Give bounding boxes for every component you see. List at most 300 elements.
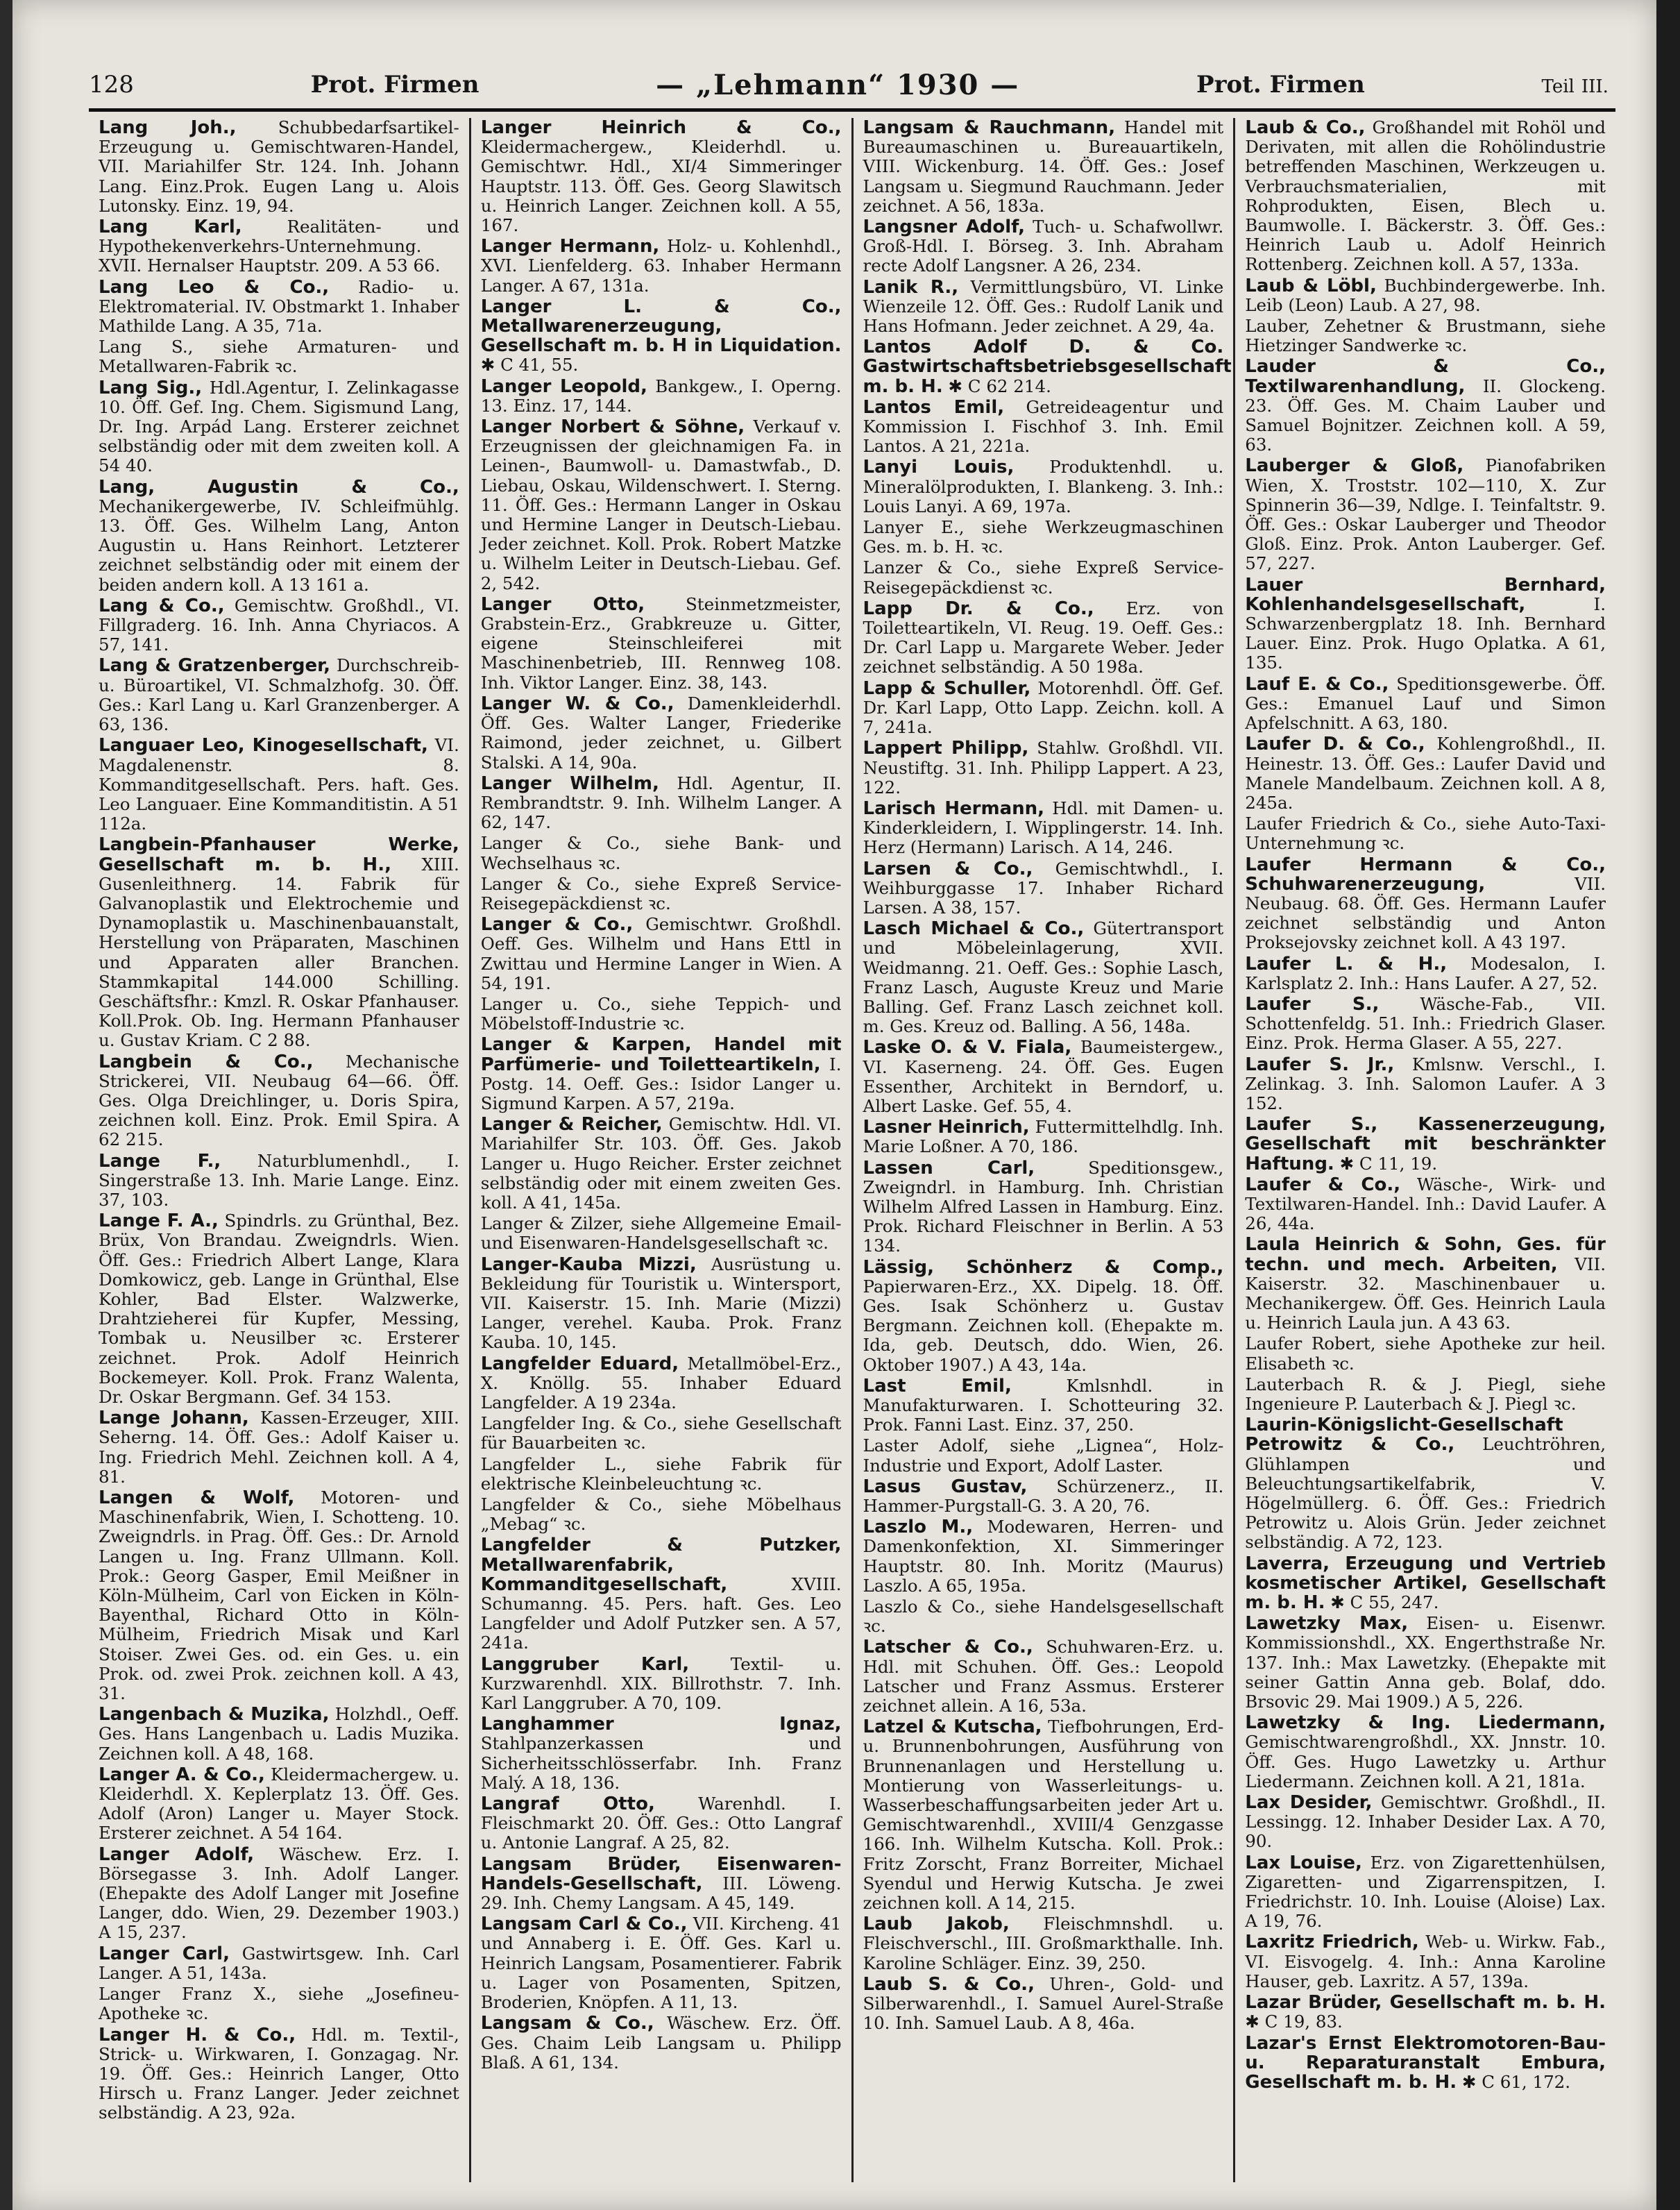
entry-text: Handel mit Bureaumaschinen u. Bureauartikeln, VIII. Wickenburg. 14. Öff. Ges.: Josef Langsam u. Siegmund Rauchmann. Jeder zeichnet. A 56, 183a. xyxy=(863,118,1224,216)
entry-text: Hdl. Agentur, II. Rembrandtstr. 9. Inh. Wilhelm Langer. A 62, 147. xyxy=(480,773,842,833)
entry-text: Lauterbach R. & J. Piegl, siehe Ingenieure P. Lauterbach & J. Piegl ꝛc. xyxy=(1245,1374,1606,1414)
directory-entry xyxy=(481,1714,842,1793)
directory-entry xyxy=(1245,1993,1606,2032)
firm-name: Langhammer Ignaz, xyxy=(480,1714,842,1735)
directory-entry xyxy=(99,1052,459,1150)
directory-entry xyxy=(863,217,1224,276)
header-right-title: Prot. Firmen xyxy=(1196,71,1365,99)
entry-text: Wäsche-, Wirk- und Textilwaren-Handel. Inh.: David Laufer. A 26, 44a. xyxy=(1245,1174,1606,1234)
part-label: Teil xyxy=(1541,76,1575,97)
firm-name: Langer-Kauba Mizzi, xyxy=(480,1254,697,1275)
directory-entry xyxy=(863,859,1224,918)
firm-name: Laufer & Co., xyxy=(1245,1174,1401,1195)
directory-entry xyxy=(863,1258,1224,1375)
firm-name: Lang Leo & Co., xyxy=(99,276,330,298)
entry-text: Langer & Zilzer, siehe Allgemeine Email- und Eisenwaren-Handelsgesellschaft ꝛc. xyxy=(480,1213,842,1254)
firm-name: Langsam & Rauchmann, xyxy=(863,118,1116,138)
header-part xyxy=(1542,71,1615,99)
firm-name: Langer Hermann, xyxy=(480,236,660,258)
entry-text: Lanyer E., siehe Werkzeugmaschinen Ges. m. b. H. ꝛc. xyxy=(863,517,1224,557)
entry-text: Schuhwaren-Erz. u. Hdl. mit Schuhen. Öff. Ges.: Leopold Latscher und Franz Assmus. Ersterer zeichnet allein. A 16, 53a. xyxy=(863,1637,1224,1716)
firm-name: Lauf E. & Co., xyxy=(1245,673,1389,695)
entry-text: Wäschew. Erz. Öff. Ges. Chaim Leib Langsam u. Philipp Blaß. A 61, 134. xyxy=(480,2013,842,2073)
entry-text: Mechanikergewerbe, IV. Schleifmühlg. 13. Öff. Ges. Wilhelm Lang, Anton Augustin u. Hans Reinhort. Letzterer zeichnet selbständig oder mit einem der beiden andern koll. A 13 161 a. xyxy=(99,496,459,595)
firm-name: Lapp Dr. & Co., xyxy=(863,598,1094,619)
firm-name: Languaer Leo, Kinogesellschaft, xyxy=(99,735,428,757)
directory-entry xyxy=(99,1488,459,1703)
firm-name: Laub Jakob, xyxy=(863,1914,1010,1935)
entry-text: Vermittlungsbüro, VI. Linke Wienzeile 12. Öff. Ges.: Rudolf Lanik und Hans Hofmann. Jeder zeichnet. A 29, 4a. xyxy=(863,276,1224,337)
directory-entry xyxy=(99,656,459,734)
firm-name: Lang Karl, xyxy=(99,217,242,238)
directory-entry xyxy=(1245,357,1606,455)
entry-text: Baumeistergew., VI. Kaserneng. 24. Öff. Ges. Eugen Essenther, Architekt in Berndorf, u. Albert Laske. Gef. 55, 4. xyxy=(863,1037,1224,1116)
directory-entry xyxy=(481,1214,842,1253)
firm-name: Lanyi Louis, xyxy=(863,457,1015,478)
directory-entry xyxy=(481,915,842,993)
directory-entry xyxy=(481,2014,842,2073)
firm-name: Lawetzky & Ing. Liedermann, xyxy=(1245,1712,1606,1734)
firm-name: Lässig, Schönherz & Comp., xyxy=(863,1256,1224,1278)
entry-text: ✱ C 55, 247. xyxy=(1325,1592,1439,1613)
firm-name: Latzel & Kutscha, xyxy=(863,1716,1042,1738)
directory-entry xyxy=(99,1984,459,2023)
column-4 xyxy=(1235,118,1615,2182)
entry-text: Lauber, Zehetner & Brustmann, siehe Hietzinger Sandwerke ꝛc. xyxy=(1245,316,1606,356)
directory-entry xyxy=(99,1152,459,1211)
directory-entry xyxy=(863,398,1224,457)
directory-entry xyxy=(99,1944,459,1983)
directory-entry xyxy=(99,1211,459,1407)
entry-text: Langer Franz X., siehe „Josefineu-Apotheke ꝛc. xyxy=(99,1984,459,2024)
entry-text: ✱ C 19, 83. xyxy=(1245,2011,1343,2032)
directory-entry xyxy=(863,118,1224,216)
directory-entry xyxy=(863,1597,1224,1636)
directory-entry xyxy=(1245,317,1606,355)
column-1 xyxy=(89,118,471,2182)
directory-entry xyxy=(863,558,1224,597)
entry-text: Schubbedarfsartikel-Erzeugung u. Gemischtwaren-Handel, VII. Mariahilfer Str. 124. Inh. Johann Lang. Einz.Prok. Eugen Lang u. Alois Lutonsky. Einz. 19, 94. xyxy=(99,118,459,216)
entry-text: Großhandel mit Rohöl und Derivaten, mit allen die Rohölindustrie betreffenden Maschinen, Werkzeugen u. Verbrauchsmaterialien, mit Rohprodukten, Eisen, Blech u. Baumwolle. I. Bäckerstr. 3. Öff. Ges.: Heinrich Laub u. Adolf Heinrich Rottenberg. Zeichnen koll. A 57, 133a. xyxy=(1245,118,1606,275)
entry-text: Laufer Robert, siehe Apotheke zur heil. Elisabeth ꝛc. xyxy=(1245,1333,1606,1374)
firm-name: Laverra, Erzeugung und Vertrieb kosmetischer Artikel, Gesellschaft m. b. H. xyxy=(1245,1553,1606,1614)
entry-text: Pianofabriken Wien, X. Troststr. 102—110, X. Zur Spinnerin 36—39, Ndlge. I. Teinfaltstr. 9. Öff. Ges.: Oskar Lauberger und Theodor Gloß. Einz. Prok. Anton Lauberger. Gef. 57, 227. xyxy=(1245,455,1606,574)
entry-text: Langfelder Ing. & Co., siehe Gesellschaft für Bauarbeiten ꝛc. xyxy=(480,1413,842,1453)
directory-entry xyxy=(1245,1115,1606,1174)
firm-name: Laufer D. & Co., xyxy=(1245,734,1425,755)
directory-entry xyxy=(99,596,459,655)
entry-text: Durchschreib- u. Büroartikel, VI. Schmalzhofg. 30. Öff. Ges.: Karl Lang u. Karl Granzenberger. A 63, 136. xyxy=(99,655,459,735)
entry-text: Eisen- u. Eisenwr. Kommissionshdl., XX. Engerthstraße Nr. 137. Inh.: Max Lawetzky. (Ehepakte mit seiner Gattin Anna geb. Bolaf, ddo. Brsovic 29. Mai 1909.) A 5, 226. xyxy=(1245,1613,1606,1712)
firm-name: Langraf Otto, xyxy=(480,1794,655,1815)
entry-text: Lanzer & Co., siehe Expreß Service-Reisegepäckdienst ꝛc. xyxy=(863,557,1224,598)
firm-name: Laufer S., xyxy=(1245,993,1380,1015)
entry-text: Damenkleiderhdl. Öff. Ges. Walter Langer, Friederike Raimond, jeder zeichnet, u. Gilbert Stalski. A 14, 90a. xyxy=(480,693,842,773)
directory-entry xyxy=(99,835,459,1050)
directory-entry xyxy=(481,1914,842,2012)
firm-name: Langer L. & Co., Metallwarenerzeugung, Gesellschaft m. b. H in Liquidation. xyxy=(480,296,842,357)
directory-entry xyxy=(1245,1793,1606,1852)
directory-entry xyxy=(1245,675,1606,734)
firm-name: Langer Heinrich & Co., xyxy=(480,118,842,138)
directory-entry xyxy=(99,217,459,276)
firm-name: Laub S. & Co., xyxy=(863,1973,1035,1995)
part-number: III. xyxy=(1581,76,1609,97)
page-number: 128 xyxy=(89,71,134,99)
firm-name: Langer Otto, xyxy=(480,593,645,615)
firm-name: Lauer Bernhard, Kohlenhandelsgesellschaft, xyxy=(1245,574,1606,615)
entry-text: Modewaren, Herren- und Damenkonfektion, XI. Simmeringer Hauptstr. 80. Inh. Moritz (Maurus) Laszlo. A 65, 195a. xyxy=(863,1517,1224,1596)
directory-entry xyxy=(481,377,842,416)
directory-entry xyxy=(99,1845,459,1943)
directory-entry xyxy=(99,736,459,834)
page-header xyxy=(89,64,1615,106)
directory-entry xyxy=(481,875,842,913)
directory-entry xyxy=(1245,1415,1606,1552)
directory-entry xyxy=(481,1255,842,1353)
entry-text: Langer u. Co., siehe Teppich- und Möbelstoff-Industrie ꝛc. xyxy=(480,993,842,1034)
directory-entry xyxy=(1245,2034,1606,2093)
entry-text: Wäsche-Fab., VII. Schottenfeldg. 51. Inh.: Friedrich Glaser. Einz. Prok. Herma Glaser. A 55, 227. xyxy=(1245,993,1606,1054)
directory-entry xyxy=(481,595,842,693)
entry-text: Futtermittelhdlg. Inh. Marie Loßner. A 70, 186. xyxy=(863,1117,1224,1157)
entry-text: ✱ C 11, 19. xyxy=(1334,1153,1438,1174)
directory-entry xyxy=(1245,1853,1606,1932)
directory-entry xyxy=(1245,1713,1606,1791)
directory-entry xyxy=(481,1414,842,1453)
directory-entry xyxy=(1245,995,1606,1054)
directory-entry xyxy=(1245,118,1606,275)
firm-name: Langer Carl, xyxy=(99,1943,230,1964)
entry-text: Langer & Co., siehe Bank- und Wechselhaus ꝛc. xyxy=(480,833,842,873)
firm-name: Langer & Co., xyxy=(480,914,634,936)
entry-text: I. Postg. 14. Oeff. Ges.: Isidor Langer u. Sigmund Karpen. A 57, 219a. xyxy=(480,1054,842,1113)
entry-text: Getreideagentur und Kommission I. Fischhof 3. Inh. Emil Lantos. A 21, 221a. xyxy=(863,396,1224,457)
firm-name: Laub & Co., xyxy=(1245,118,1366,138)
entry-text: Holz- u. Kohlenhdl., XVI. Lienfelderg. 63. Inhaber Hermann Langer. A 67, 131a. xyxy=(480,236,842,296)
firm-name: Laurin-Königslicht-Gesellschaft Petrowitz & Co., xyxy=(1245,1415,1563,1456)
directory-entry xyxy=(99,378,459,476)
entry-text: Lang S., siehe Armaturen- und Metallwaren-Fabrik ꝛc. xyxy=(99,337,459,377)
entry-text: XIII. Gusenleithnerg. 14. Fabrik für Galvanoplastik und Elektrochemie und Dynamoplastik u. Maschinenbauanstalt, Herstellung von Präparaten, Maschinen und Apparaten aller Branchen. Stammkapital 144.000 Schilling. Geschäftsfhr.: Kmzl. R. Oskar Pfanhauser. Koll.Prok. Ob. Ing. Hermann Pfanhauser u. Gustav Kriam. C 2 88. xyxy=(99,854,459,1051)
firm-name: Larisch Hermann, xyxy=(863,798,1045,819)
directory-entry xyxy=(99,118,459,216)
firm-name: Laszlo M., xyxy=(863,1517,974,1538)
firm-name: Langbein-Pfanhauser Werke, Gesellschaft m. b. H., xyxy=(99,834,459,875)
firm-name: Langer Wilhelm, xyxy=(480,773,659,794)
firm-name: Lange F., xyxy=(99,1150,221,1172)
firm-name: Lanik R., xyxy=(863,276,959,298)
directory-entry xyxy=(863,1376,1224,1435)
directory-entry xyxy=(863,599,1224,677)
directory-entry xyxy=(481,1115,842,1213)
directory-page xyxy=(12,0,1657,2210)
firm-name: Laxritz Friedrich, xyxy=(1245,1932,1419,1953)
entry-text: VII. Kircheng. 41 und Annaberg i. E. Öff. Ges. Karl u. Heinrich Langsam, Posamentierer. Fabrik u. Lager von Posamenten, Spitzen, Broderien, Knöpfen. A 11, 13. xyxy=(480,1914,842,2013)
firm-name: Laufer Hermann & Co., Schuhwarenerzeugung, xyxy=(1245,854,1606,895)
firm-name: Langgruber Karl, xyxy=(480,1653,690,1675)
entry-text: Erz. von Toiletteartikeln, VI. Reug. 19. Oeff. Ges.: Dr. Carl Lapp u. Margarete Weber. Jeder zeichnet selbständig. A 50 198a. xyxy=(863,598,1224,677)
entry-text: VI. Magdalenenstr. 8. Kommanditgesellschaft. Pers. haft. Ges. Leo Languaer. Eine Kommanditistin. A 51 112a. xyxy=(99,735,459,834)
entry-text: Speditionsgew., Zweigndrl. in Hamburg. Inh. Christian Wilhelm Alfred Lassen in Hamburg. Einz. Prok. Richard Fleischner in Berlin. A 53 134. xyxy=(863,1157,1224,1256)
entry-text: Speditionsgewerbe. Öff. Ges.: Emanuel Lauf und Simon Apfelschnitt. A 63, 180. xyxy=(1245,673,1606,734)
entry-text: ✱ C 62 214. xyxy=(942,376,1051,396)
entry-text: Kohlengroßhdl., II. Heinestr. 13. Öff. Ges.: Laufer David und Manele Mandelbaum. Zeichnen koll. A 8, 245a. xyxy=(1245,734,1606,813)
firm-name: Langenbach & Muzika, xyxy=(99,1704,330,1726)
entry-text: Realitäten- und Hypothekenverkehrs-Unternehmung. XVII. Hernalser Hauptstr. 209. A 53 66. xyxy=(99,217,459,276)
firm-name: Lazar's Ernst Elektromotoren-Bau- u. Reparaturanstalt Embura, Gesellschaft m. b. H. xyxy=(1245,2032,1606,2093)
firm-name: Lawetzky Max, xyxy=(1245,1613,1409,1635)
firm-name: Lang & Gratzenberger, xyxy=(99,655,331,677)
entry-text: Warenhdl. I. Fleischmarkt 20. Öff. Ges.: Otto Langraf u. Antonie Langraf. A 25, 82. xyxy=(480,1794,842,1853)
header-left-title: Prot. Firmen xyxy=(310,71,480,99)
directory-entry xyxy=(863,518,1224,557)
entry-text: Uhren-, Gold- und Silberwarenhdl., I. Samuel Aurel-Straße 10. Inh. Samuel Laub. A 8, 46a. xyxy=(863,1973,1224,2034)
firm-name: Lasus Gustav, xyxy=(863,1476,1028,1497)
entry-text: Laster Adolf, siehe „Lignea“, Holz-Industrie und Export, Adolf Laster. xyxy=(863,1435,1224,1476)
firm-name: Langsner Adolf, xyxy=(863,217,1025,238)
firm-name: Laufer L. & H., xyxy=(1245,953,1448,975)
directory-entry xyxy=(481,774,842,833)
directory-entry xyxy=(863,1975,1224,2034)
entry-text: Stahlpanzerkassen und Sicherheitsschlösserfabr. Inh. Franz Malý. A 18, 136. xyxy=(480,1733,842,1793)
firm-name: Last Emil, xyxy=(863,1375,1012,1397)
entry-text: ✱ C 61, 172. xyxy=(1457,2071,1571,2092)
directory-entry xyxy=(481,1035,842,1113)
directory-entry xyxy=(863,278,1224,337)
entry-text: Gemischtwr. Großhdl. Oeff. Ges. Wilhelm und Hans Ettl in Zwittau und Hermine Langer in Wien. A 54, 191. xyxy=(480,914,842,993)
directory-entry xyxy=(863,1158,1224,1256)
directory-entry xyxy=(1245,1055,1606,1114)
directory-entry xyxy=(863,739,1224,798)
entry-text: Langfelder L., siehe Fabrik für elektrische Kleinbeleuchtung ꝛc. xyxy=(480,1453,842,1494)
directory-entry xyxy=(1245,1334,1606,1373)
firm-name: Laske O. & V. Fiala, xyxy=(863,1037,1072,1058)
entry-text: Schürzenerz., II. Hammer-Purgstall-G. 3. A 20, 76. xyxy=(863,1476,1224,1517)
firm-name: Langer A. & Co., xyxy=(99,1764,265,1785)
directory-entry xyxy=(1245,276,1606,315)
firm-name: Lang Sig., xyxy=(99,377,203,398)
directory-entry xyxy=(481,1455,842,1494)
firm-name: Lappert Philipp, xyxy=(863,738,1029,759)
entry-text: VII. Neubaug. 68. Öff. Ges. Hermann Laufer zeichnet selbständig und Anton Proksejovsky zeichnet koll. A 43 197. xyxy=(1245,873,1606,953)
firm-name: Lang Joh., xyxy=(99,118,237,138)
directory-entry xyxy=(99,337,459,376)
directory-entry xyxy=(481,118,842,235)
directory-entry xyxy=(1245,456,1606,573)
entry-text: Leuchtröhren, Glühlampen und Beleuchtungsartikelfabrik, V. Högelmüllerg. 6. Öff. Ges.: Friedrich Petrowitz u. Alois Grün. Jeder zeichnet selbständig. A 72, 123. xyxy=(1245,1434,1606,1553)
directory-entry xyxy=(1245,954,1606,993)
entry-text: Langer & Co., siehe Expreß Service-Reisegepäckdienst ꝛc. xyxy=(480,873,842,913)
entry-text: VII. Kaiserstr. 32. Maschinenbauer u. Mechanikergew. Öff. Ges. Heinrich Laula u. Heinrich Laula jun. A 43 63. xyxy=(1245,1254,1606,1333)
directory-entry xyxy=(481,1655,842,1714)
entry-text: Motorenhdl. Öff. Gef. Dr. Karl Lapp, Otto Lapp. Zeichn. koll. A 7, 241a. xyxy=(863,677,1224,738)
firm-name: Lasch Michael & Co., xyxy=(863,918,1085,940)
directory-entry xyxy=(99,478,459,595)
directory-entry xyxy=(481,995,842,1034)
firm-name: Lauberger & Gloß, xyxy=(1245,455,1464,477)
directory-entry xyxy=(99,278,459,337)
entry-text: Metallmöbel-Erz., X. Knöllg. 55. Inhaber Eduard Langfelder. A 19 234a. xyxy=(480,1353,842,1412)
entry-text: Kleidermachergew. u. Kleiderhdl. X. Keplerplatz 13. Öff. Ges. Adolf (Aron) Langer u. Mayer Stock. Ersterer zeichnet. A 54 164. xyxy=(99,1764,459,1844)
directory-entry xyxy=(481,417,842,593)
entry-text: Naturblumenhdl., I. Singerstraße 13. Inh. Marie Lange. Einz. 37, 103. xyxy=(99,1150,459,1210)
entry-text: Motoren- und Maschinenfabrik, Wien, I. Schotteng. 10. Zweigndrls. in Prag. Öff. Ges.: Dr. Arnold Langen u. Ing. Franz Ullmann. Koll. Prok.: Georg Gasper, Emil Meißner in Köln-Mülheim, Carl von Eicken in Köln-Bayenthal, Richard Otto in Köln-Mülheim, Friedrich Misak und Karl Stoiser. Zwei Ges. od. ein Ges. u. ein Prok. od. zwei Prok. zeichnen koll. A 43, 31. xyxy=(99,1487,459,1704)
directory-entry xyxy=(863,1914,1224,1973)
directory-entry xyxy=(481,1794,842,1853)
firm-name: Laufer S. Jr., xyxy=(1245,1054,1395,1075)
firm-name: Lazar Brüder, Gesellschaft m. b. H. xyxy=(1245,1992,1606,2014)
firm-name: Langfelder & Putzker, Metallwarenfabrik, Kommanditgesellschaft, xyxy=(480,1535,842,1595)
entry-text: Gemischtw. Hdl. VI. Mariahilfer Str. 103. Öff. Ges. Jakob Langer u. Hugo Reicher. Erster zeichnet selbständig oder mit einem zweiten Ges. koll. A 41, 145a. xyxy=(480,1114,842,1213)
directory-entry xyxy=(1245,1614,1606,1712)
directory-entry xyxy=(481,834,842,872)
entry-text: Web- u. Wirkw. Fab., VI. Eisvogelg. 4. Inh.: Anna Karoline Hauser, geb. Laxritz. A 57, 139a. xyxy=(1245,1932,1606,1991)
firm-name: Laula Heinrich & Sohn, Ges. für techn. und mech. Arbeiten, xyxy=(1245,1234,1606,1275)
directory-entry xyxy=(1245,1554,1606,1613)
directory-entry xyxy=(1245,575,1606,673)
entry-text: Bankgew., I. Operng. 13. Einz. 17, 144. xyxy=(480,376,842,416)
firm-name: Langer & Karpen, Handel mit Parfümerie- und Toiletteartikeln, xyxy=(480,1034,842,1075)
directory-entry xyxy=(863,1717,1224,1913)
entry-text: Gemischtw. Großhdl., VI. Fillgraderg. 16. Inh. Anna Chyriacos. A 57, 141. xyxy=(99,595,459,655)
entry-text: Kmlsnw. Verschl., I. Zelinkag. 3. Inh. Salomon Laufer. A 3 152. xyxy=(1245,1054,1606,1113)
directory-entry xyxy=(863,1436,1224,1475)
column-3 xyxy=(854,118,1236,2182)
firm-name: Lauder & Co., Textilwarenhandlung, xyxy=(1245,356,1606,397)
entry-text: Kassen-Erzeuger, XIII. Seherng. 14. Öff. Ges.: Adolf Kaiser u. Ing. Friedrich Mehl. Zeichnen koll. A 4, 81. xyxy=(99,1408,459,1487)
entry-text: Mechanische Strickerei, VII. Neubaug 64—66. Öff. Ges. Olga Dreichlinger, u. Doris Spira, zeichnen koll. Einz. Prok. Emil Spira. A 62 215. xyxy=(99,1051,459,1150)
directory-entry xyxy=(863,1117,1224,1156)
entry-text: II. Glockeng. 23. Öff. Ges. M. Chaim Lauber und Samuel Bojnitzer. Zeichnen koll. A 59, 63. xyxy=(1245,376,1606,455)
directory-entry xyxy=(1245,855,1606,953)
firm-name: Langer Leopold, xyxy=(480,376,647,397)
entry-text: Hdl.Agentur, I. Zelinkagasse 10. Öff. Gef. Ing. Chem. Sigismund Lang, Dr. Ing. Arpád Lang. Ersterer zeichnet selbständig oder mit dem zweiten koll. A 54 40. xyxy=(99,377,459,476)
directory-entry xyxy=(863,457,1224,516)
directory-entry xyxy=(1245,1175,1606,1234)
firm-name: Laufer S., Kassenerzeugung, Gesellschaft mit beschränkter Haftung. xyxy=(1245,1114,1606,1174)
directory-entry xyxy=(863,1477,1224,1516)
directory-entry xyxy=(481,1495,842,1534)
entry-text: Erz. von Zigarettenhülsen, Zigaretten- und Zigarrenspitzen, I. Friedrichstr. 10. Inh. Louise (Aloise) Lax. A 19, 76. xyxy=(1245,1852,1606,1932)
entry-text: Gemischtwhdl., I. Weihburggasse 17. Inhaber Richard Larsen. A 38, 157. xyxy=(863,858,1224,918)
entry-text: Wäschew. Erz. I. Börsegasse 3. Inh. Adolf Langer. (Ehepakte des Adolf Langer mit Josefine Langer, ddo. Wien, 29. Dezember 1903.) A 15, 237. xyxy=(99,1844,459,1943)
entry-text: Papierwaren-Erz., XX. Dipelg. 18. Öff. Ges. Isak Schönherz u. Gustav Bergmann. Zeichnen koll. (Ehepakte m. Ida, geb. Deutsch, ddo. Wien, 26. Oktober 1907.) A 43, 14a. xyxy=(863,1276,1224,1375)
entry-text: Radio- u. Elektromaterial. IV. Obstmarkt 1. Inhaber Mathilde Lang. A 35, 71a. xyxy=(99,276,459,337)
entry-text: Verkauf v. Erzeugnissen der gleichnamigen Fa. in Leinen-, Baumwoll- u. Damastwfab., D. Liebau, Oskau, Wildenschwert. I. Sterng. 11. Öff. Ges.: Hermann Langer in Oskau und Hermine Langer in Deutsch-Liebau. Jeder zeichnet. Koll. Prok. Robert Matzke u. Wilhelm Leiter in Deutsch-Liebau. Gef. 2, 542. xyxy=(480,416,842,593)
directory-entry xyxy=(863,1637,1224,1716)
entry-text: Laszlo & Co., siehe Handelsgesellschaft ꝛc. xyxy=(863,1596,1224,1637)
entry-text: Gastwirtsgew. Inh. Carl Langer. A 51, 143a. xyxy=(99,1943,459,1983)
directory-entry xyxy=(1245,1375,1606,1414)
directory-entry xyxy=(481,297,842,376)
firm-name: Langen & Wolf, xyxy=(99,1487,295,1509)
directory-entry xyxy=(863,679,1224,738)
entry-text: XVIII. Schumanng. 45. Pers. haft. Ges. Leo Langfelder und Adolf Putzker sen. A 57, 241a. xyxy=(480,1574,842,1653)
directory-entry xyxy=(481,237,842,296)
directory-entry xyxy=(1245,1932,1606,1991)
firm-name: Lapp & Schuller, xyxy=(863,677,1031,699)
directory-entry xyxy=(863,1038,1224,1116)
entry-text: Kleidermachergew., Kleiderhdl. u. Gemischtwr. Hdl., XI/4 Simmeringer Hauptstr. 113. Öff. Ges. Georg Slawitsch u. Heinrich Langer. Zeichnen koll. A 55, 167. xyxy=(480,137,842,236)
firm-name: Lax Desider, xyxy=(1245,1792,1373,1814)
entry-text: Gütertransport und Möbeleinlagerung, XVII. Weidmanng. 21. Oeff. Ges.: Sophie Lasch, Franz Lasch, Auguste Kreuz und Marie Balling. Gef. Franz Lasch zeichnet koll. m. Ges. Kreuz od. Balling. A 56, 148a. xyxy=(863,918,1224,1037)
firm-name: Lang & Co., xyxy=(99,595,225,616)
header-center-title: — „Lehmann“ 1930 — xyxy=(656,68,1020,101)
directory-entry xyxy=(481,694,842,773)
firm-name: Lange Johann, xyxy=(99,1408,249,1429)
entry-text: Spindrls. zu Grünthal, Bez. Brüx, Von Brandau. Zweigndrls. Wien. Öff. Ges.: Friedrich Albert Lange, Klara Domkowicz, geb. Lange in Grünthal, Else Kohler, Bad Elster. Walzwerke, Drahtzieherei für Kupfer, Messing, Tombak u. Neusilber ꝛc. Ersterer zeichnet. Prok. Adolf Heinrich Bockemeyer. Koll. Prok. Franz Walenta, Dr. Oskar Bergmann. Gef. 34 153. xyxy=(99,1211,459,1407)
entry-text: Ausrüstung u. Bekleidung für Touristik u. Wintersport, VII. Kaiserstr. 15. Inh. Marie (Mizzi) Langer, verehel. Kauba. Prok. Franz Kauba. 10, 145. xyxy=(480,1254,842,1353)
firm-name: Lassen Carl, xyxy=(863,1157,1035,1179)
firm-name: Lantos Adolf D. & Co. Gastwirtschaftsbetriebsgesellschaft m. b. H. xyxy=(863,337,1232,397)
firm-name: Lange F. A., xyxy=(99,1211,219,1232)
columns xyxy=(89,118,1615,2182)
firm-name: Langsam Carl & Co., xyxy=(480,1914,688,1935)
directory-entry xyxy=(99,1705,459,1764)
directory-entry xyxy=(1245,734,1606,813)
entry-text: Fleischmnshdl. u. Fleischverschl., III. Großmarkthalle. Inh. Karoline Schläger. Einz. 39, 250. xyxy=(863,1914,1224,1973)
directory-entry xyxy=(863,799,1224,858)
directory-entry xyxy=(1245,814,1606,853)
firm-name: Lasner Heinrich, xyxy=(863,1117,1030,1138)
firm-name: Lang, Augustin & Co., xyxy=(99,476,459,498)
firm-name: Larsen & Co., xyxy=(863,858,1033,879)
entry-text: Textil- u. Kurzwarenhdl. XIX. Billrothstr. 7. Inh. Karl Langgruber. A 70, 109. xyxy=(480,1653,842,1714)
entry-text: ✱ C 41, 55. xyxy=(480,355,579,376)
scan-edge xyxy=(1656,0,1680,2210)
column-2 xyxy=(471,118,854,2182)
firm-name: Langer & Reicher, xyxy=(480,1114,663,1136)
entry-text: Hdl. m. Textil-, Strick- u. Wirkwaren, I. Gonzagag. Nr. 19. Öff. Ges.: Heinrich Langer, Otto Hirsch u. Franz Langer. Jeder zeichnet selbständig. A 23, 92a. xyxy=(99,2024,459,2123)
entry-text: Gemischtwarengroßhdl., XX. Jnnstr. 10. Öff. Ges. Hugo Lawetzky u. Arthur Liedermann. Zeichnen koll. A 21, 181a. xyxy=(1245,1732,1606,1791)
entry-text: Modesalon, I. Karlsplatz 2. Inh.: Hans Laufer. A 27, 52. xyxy=(1245,953,1606,993)
firm-name: Langer Adolf, xyxy=(99,1844,255,1865)
directory-entry xyxy=(481,1354,842,1413)
entry-text: Kmlsnhdl. in Manufakturwaren. I. Schotteuring 32. Prok. Fanni Last. Einz. 37, 250. xyxy=(863,1375,1224,1435)
firm-name: Langbein & Co., xyxy=(99,1051,314,1072)
entry-text: Gemischtwr. Großhdl., II. Lessingg. 12. Inhaber Desider Lax. A 70, 90. xyxy=(1245,1792,1606,1852)
directory-entry xyxy=(863,919,1224,1036)
firm-name: Laub & Löbl, xyxy=(1245,275,1377,296)
firm-name: Lantos Emil, xyxy=(863,396,1005,418)
directory-entry xyxy=(99,1765,459,1844)
entry-text: Tuch- u. Schafwollwr. Groß-Hdl. I. Börseg. 3. Inh. Abraham recte Adolf Langsner. A 26, 234. xyxy=(863,217,1224,276)
directory-entry xyxy=(863,337,1232,397)
entry-text: Buchbindergewerbe. Inh. Leib (Leon) Laub. A 27, 98. xyxy=(1245,275,1606,315)
entry-text: Steinmetzmeister, Grabstein-Erz., Grabkreuze u. Gitter, eigene Steinschleiferei mit Maschinenbetrieb, III. Rennweg 108. Inh. Viktor Langer. Einz. 38, 143. xyxy=(480,593,842,693)
entry-text: III. Löweng. 29. Inh. Chemy Langsam. A 45, 149. xyxy=(480,1873,842,1914)
directory-entry xyxy=(99,2025,459,2123)
firm-name: Lax Louise, xyxy=(1245,1852,1362,1873)
entry-text: Stahlw. Großhdl. VII. Neustiftg. 31. Inh. Philipp Lappert. A 23, 122. xyxy=(863,738,1224,798)
firm-name: Langsam & Co., xyxy=(480,2013,654,2034)
entry-text: Produktenhdl. u. Mineralölprodukten, I. Blankeng. 3. Inh.: Louis Lanyi. A 69, 197a. xyxy=(863,457,1224,516)
firm-name: Langer H. & Co., xyxy=(99,2024,296,2045)
firm-name: Langer Norbert & Söhne, xyxy=(480,416,745,438)
directory-entry xyxy=(99,1408,459,1487)
firm-name: Langsam Brüder, Eisenwaren-Handels-Gesellschaft, xyxy=(480,1853,842,1894)
entry-text: Laufer Friedrich & Co., siehe Auto-Taxi-Unternehmung ꝛc. xyxy=(1245,813,1606,854)
header-rule xyxy=(89,108,1615,112)
firm-name: Langer W. & Co., xyxy=(480,693,674,714)
directory-entry xyxy=(1245,1235,1606,1333)
directory-entry xyxy=(481,1855,842,1914)
entry-text: Holzhdl., Oeff. Ges. Hans Langenbach u. Ladis Muzika. Zeichnen koll. A 48, 168. xyxy=(99,1704,459,1764)
firm-name: Langfelder Eduard, xyxy=(480,1353,679,1374)
directory-entry xyxy=(863,1517,1224,1596)
directory-entry xyxy=(481,1535,842,1653)
